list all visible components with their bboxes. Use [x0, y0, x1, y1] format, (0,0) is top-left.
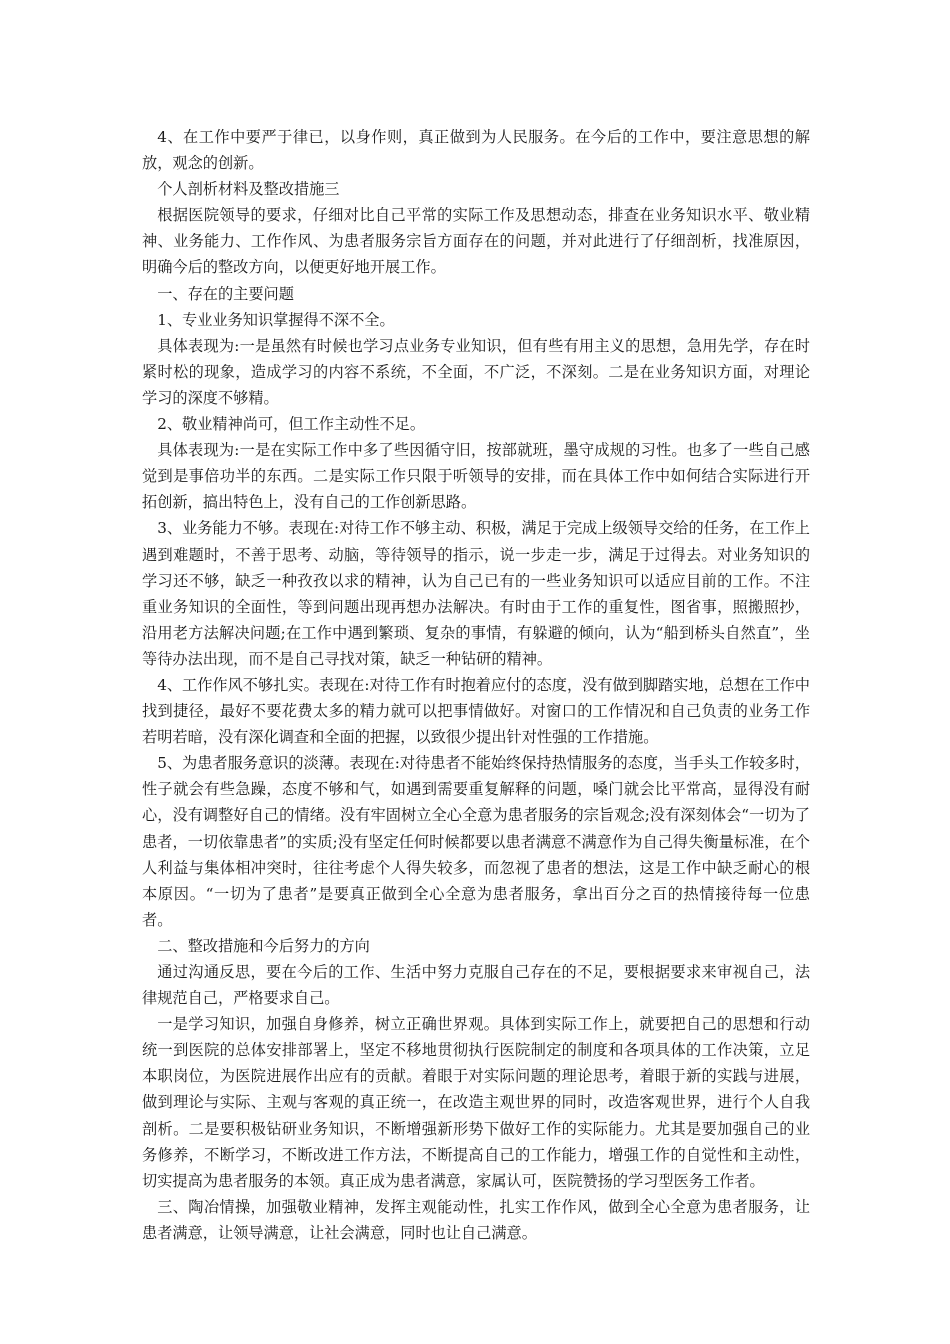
paragraph: 具体表现为:一是虽然有时候也学习点业务专业知识，但有些有用主义的思想，急用先学，存在时紧时松的现象，造成学习的内容不系统，不全面，不广泛，不深刻。二是在业务知识方面，对理论学习的深度不够精。	[142, 336, 810, 407]
paragraph: 4、在工作中要严于律已，以身作则，真正做到为人民服务。在今后的工作中，要注意思想的解放，观念的创新。	[142, 128, 810, 173]
subheading: 2、敬业精神尚可，但工作主动性不足。	[157, 415, 426, 434]
paragraph: 具体表现为:一是在实际工作中多了些因循守旧，按部就班，墨守成规的习性。也多了一些自己感觉到是事倍功半的东西。二是实际工作只限于听领导的安排，而在具体工作中如何结合实际进行开拓创新，搞出特色上，没有自己的工作创新思路。	[142, 441, 810, 512]
section-title: 个人剖析材料及整改措施三	[157, 180, 340, 199]
paragraph: 4、工作作风不够扎实。表现在:对待工作有时抱着应付的态度，没有做到脚踏实地，总想在工作中找到捷径，最好不要花费太多的精力就可以把事情做好。对窗口的工作情况和自己负责的业务工作若明若暗，没有深化调查和全面的把握，以致很少提出针对性强的工作措施。	[142, 675, 810, 747]
paragraph: 通过沟通反思，要在今后的工作、生活中努力克服自己存在的不足，要根据要求来审视自己，法律规范自己，严格要求自己。	[142, 963, 810, 1008]
section-heading: 二、整改措施和今后努力的方向	[157, 936, 370, 955]
paragraph: 5、为患者服务意识的淡薄。表现在:对待患者不能始终保持热情服务的态度，当手头工作较多时，性子就会有些急躁，态度不够和气，如遇到需要重复解释的问题，嗓门就会比平常高，显得没有耐心，没有调整好自己的情绪。没有牢固树立全心全意为患者服务的宗旨观念;没有深刻体会“一切为了患者，一切依靠患者”的实质;没有坚定任何时候都要以患者满意不满意作为自己得失衡量标准，在个人利益与集体相冲突时，往往考虑个人得失较多，而忽视了患者的想法，这是工作中缺乏耐心的根本原因。“一切为了患者”是要真正做到全心全意为患者服务，拿出百分之百的热情接待每一位患者。	[142, 754, 810, 929]
document-body	[142, 124, 810, 1246]
subheading: 1、专业业务知识掌握得不深不全。	[157, 310, 395, 329]
paragraph: 根据医院领导的要求，仔细对比自己平常的实际工作及思想动态，排查在业务知识水平、敬业精神、业务能力、工作作风、为患者服务宗旨方面存在的问题，并对此进行了仔细剖析，找准原因，明确今后的整改方向，以便更好地开展工作。	[142, 206, 810, 277]
section-heading: 一、存在的主要问题	[157, 284, 294, 303]
paragraph: 3、业务能力不够。表现在:对待工作不够主动、积极，满足于完成上级领导交给的任务，在工作上遇到难题时，不善于思考、动脑，等待领导的指示，说一步走一步，满足于过得去。对业务知识的学习还不够，缺乏一种孜孜以求的精神，认为自己已有的一些业务知识可以适应目前的工作。不注重业务知识的全面性，等到问题出现再想办法解决。有时由于工作的重复性，图省事，照搬照抄，沿用老方法解决问题;在工作中遇到繁琐、复杂的事情，有躲避的倾向，认为“船到桥头自然直”，坐等待办法出现，而不是自己寻找对策，缺乏一种钻研的精神。	[142, 519, 810, 668]
paragraph: 三、陶冶情操，加强敬业精神，发挥主观能动性，扎实工作作风，做到全心全意为患者服务，让患者满意，让领导满意，让社会满意，同时也让自己满意。	[142, 1197, 810, 1242]
paragraph: 一是学习知识，加强自身修养，树立正确世界观。具体到实际工作上，就要把自己的思想和行动统一到医院的总体安排部署上，坚定不移地贯彻执行医院制定的制度和各项具体的工作决策，立足本职岗位，为医院进展作出应有的贡献。着眼于对实际问题的理论思考，着眼于新的实践与进展，做到理论与实际、主观与客观的真正统一，在改造主观世界的同时，改造客观世界，进行个人自我剖析。二是要积极钻研业务知识，不断增强新形势下做好工作的实际能力。尤其是要加强自己的业务修养，不断学习，不断改进工作方法，不断提高自己的工作能力，增强工作的自觉性和主动性，切实提高为患者服务的本领。真正成为患者满意，家属认可，医院赞扬的学习型医务工作者。	[142, 1015, 810, 1190]
